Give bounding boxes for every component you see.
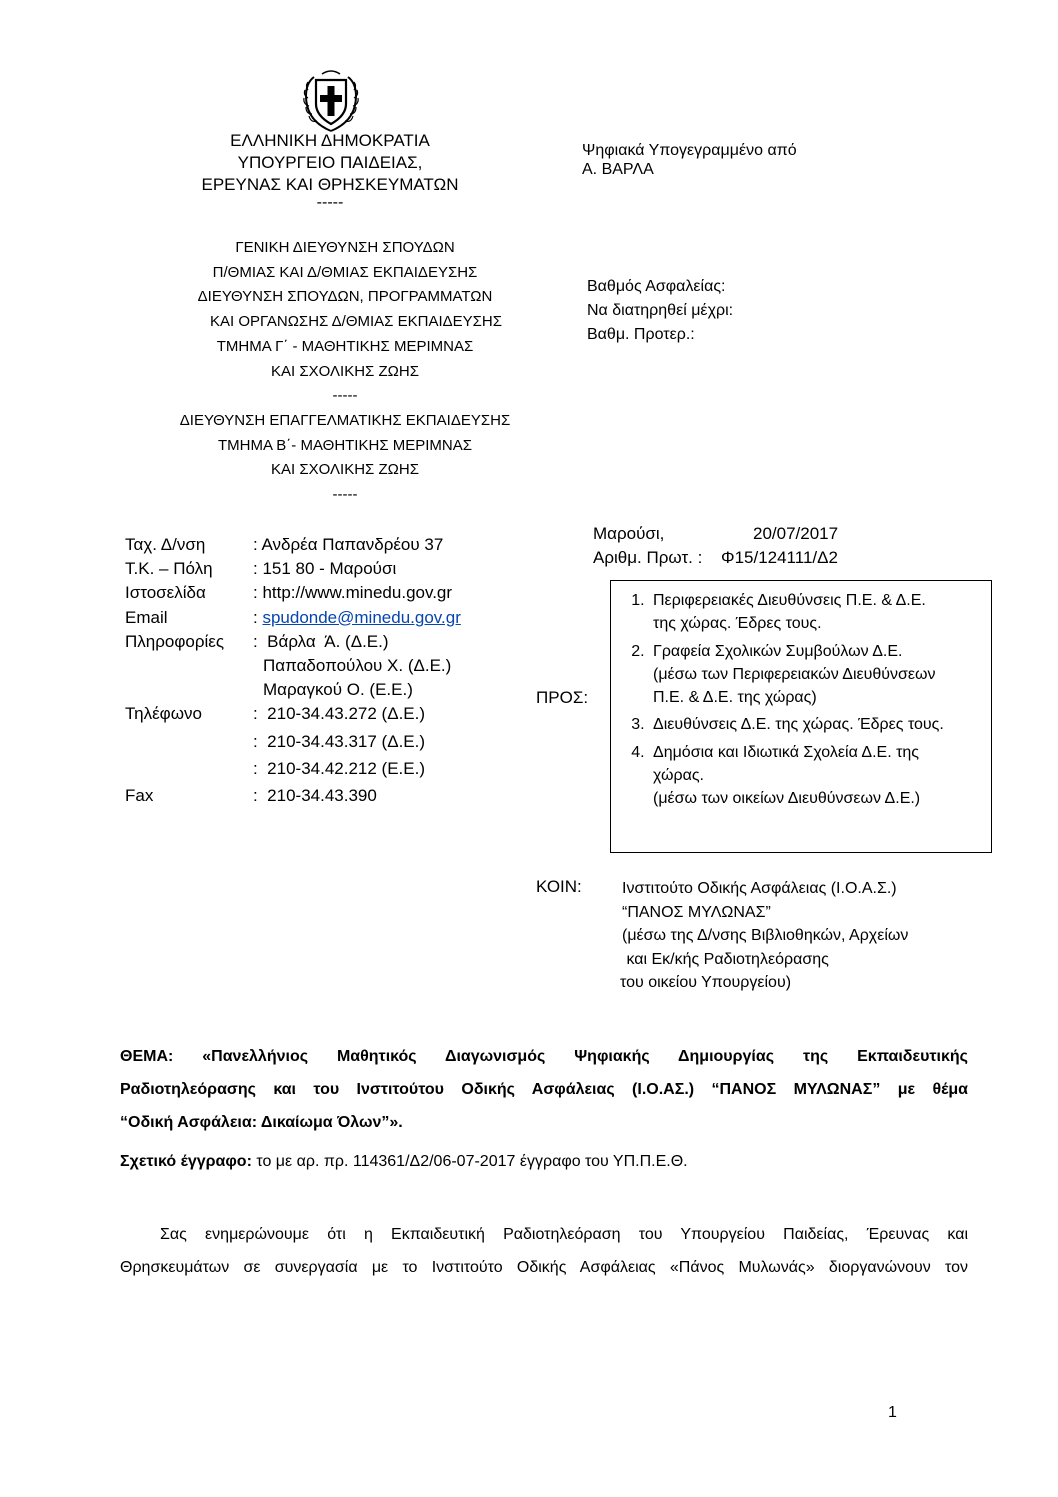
related-text: το με αρ. πρ. 114361/Δ2/06-07-2017 έγγραφο του ΥΠ.Π.Ε.Θ.: [251, 1153, 688, 1170]
header-line-1: ΕΛΛΗΝΙΚΗ ΔΗΜΟΚΡΑΤΙΑ: [230, 131, 430, 150]
recipient-item: [649, 640, 991, 710]
department-line: ΚΑΙ ΣΧΟΛΙΚΗΣ ΖΩΗΣ: [271, 362, 419, 380]
website-value: : http://www.minedu.gov.gr: [253, 583, 453, 603]
subject-block: [120, 1040, 968, 1139]
cc-block: [622, 877, 908, 995]
cc-line: Ινστιτούτο Οδικής Ασφάλειας (Ι.Ο.Α.Σ.): [622, 880, 897, 897]
departments-block: [150, 236, 540, 508]
zip-label: Τ.Κ. – Πόλη: [125, 559, 213, 579]
info-label: Πληροφορίες: [125, 631, 225, 651]
related-label: Σχετικό έγγραφο:: [120, 1153, 252, 1170]
phone-value-1: : 210-34.43.272 (Δ.Ε.): [253, 704, 426, 724]
fax-label: Fax: [125, 786, 154, 806]
recipient-line: (μέσω των οικείων Διευθύνσεων Δ.Ε.): [653, 790, 921, 808]
recipient-line: 4. Δημόσια και Ιδιωτικά Σχολεία Δ.Ε. της: [653, 743, 920, 761]
recipients-label: ΠΡΟΣ:: [536, 688, 589, 707]
date-protocol-block: [593, 522, 838, 570]
department-line: ΔΙΕΥΘΥΝΣΗ ΣΠΟΥΔΩΝ, ΠΡΟΓΡΑΜΜΑΤΩΝ: [197, 288, 493, 306]
cc-line: “ΠΑΝΟΣ ΜΥΛΩΝΑΣ”: [622, 903, 771, 921]
page-number: 1: [888, 1404, 897, 1421]
email-label: Email: [125, 607, 168, 627]
department-line: ΤΜΗΜΑ Γ΄ - ΜΑΘΗΤΙΚΗΣ ΜΕΡΙΜΝΑΣ: [216, 337, 474, 355]
address-value: : Ανδρέα Παπανδρέου 37: [253, 535, 444, 554]
department-line: ΤΜΗΜΑ Β΄- ΜΑΘΗΤΙΚΗΣ ΜΕΡΙΜΝΑΣ: [217, 436, 473, 454]
phone-value-2: : 210-34.43.317 (Δ.Ε.): [253, 731, 426, 751]
security-block: [587, 275, 733, 347]
recipient-item: [649, 713, 991, 736]
digital-signature-note: [582, 141, 797, 179]
recipient-line: της χώρας. Έδρες τους.: [653, 615, 822, 633]
info-value-3: Μαραγκού Ο. (Ε.Ε.): [263, 680, 413, 700]
phone-label: Τηλέφωνο: [125, 704, 202, 724]
recipient-line: Π.Ε. & Δ.Ε. της χώρας): [653, 689, 817, 707]
subject-line-2: Ραδιοτηλεόρασης και του Ινστιτούτου Οδικής Ασφάλειας (Ι.Ο.ΑΣ.) “ΠΑΝΟΣ ΜΥΛΩΝΑΣ” με θέμα: [120, 1081, 968, 1098]
contact-block: [125, 533, 461, 808]
recipient-item: [649, 589, 991, 636]
cc-line: του οικείου Υπουργείου): [620, 974, 792, 991]
signature-line-1: Ψηφιακά Υπογεγραμμένο από: [582, 142, 797, 159]
keep-until: Να διατηρηθεί μέχρι:: [587, 302, 734, 319]
department-line: -----: [332, 486, 358, 504]
address-label: Ταχ. Δ/νση: [125, 535, 206, 554]
body-line-1: Σας ενημερώνουμε ότι η Εκπαιδευτική Ραδιοτηλεόραση του Υπουργείου Παιδείας, Έρευνας και: [160, 1226, 968, 1243]
recipient-item: [649, 741, 991, 811]
place: Μαρούσι,: [593, 524, 665, 543]
zip-value: : 151 80 - Μαρούσι: [253, 559, 397, 579]
protocol-number: Φ15/124111/Δ2: [721, 548, 838, 567]
email-colon: :: [253, 607, 263, 627]
department-line: ΓΕΝΙΚΗ ΔΙΕΥΘΥΝΣΗ ΣΠΟΥΔΩΝ: [235, 239, 455, 256]
body-paragraph: [120, 1218, 968, 1284]
ministry-header: [150, 130, 510, 210]
department-line: Π/ΘΜΙΑΣ ΚΑΙ Δ/ΘΜΙΑΣ ΕΚΠΑΙΔΕΥΣΗΣ: [212, 263, 478, 281]
security-level: Βαθμός Ασφαλείας:: [587, 278, 726, 295]
recipients-box: [610, 580, 992, 853]
priority: Βαθμ. Προτερ.:: [587, 326, 695, 343]
protocol-label: Αριθμ. Πρωτ. :: [593, 548, 703, 567]
cc-label: ΚΟΙΝ:: [536, 877, 582, 896]
header-separator: -----: [316, 194, 344, 211]
recipient-line: (μέσω των Περιφερειακών Διευθύνσεων: [653, 665, 936, 683]
related-document: [120, 1152, 688, 1172]
greek-emblem-icon: [300, 68, 362, 134]
info-value-1: : Βάρλα Ά. (Δ.Ε.): [253, 631, 389, 651]
department-line: ΔΙΕΥΘΥΝΣΗ ΕΠΑΓΓΕΛΜΑΤΙΚΗΣ ΕΚΠΑΙΔΕΥΣΗΣ: [179, 411, 511, 429]
header-line-2: ΥΠΟΥΡΓΕΙΟ ΠΑΙΔΕΙΑΣ,: [237, 153, 423, 172]
department-line: ΚΑΙ ΟΡΓΑΝΩΣΗΣ Δ/ΘΜΙΑΣ ΕΚΠΑΙΔΕΥΣΗΣ: [209, 313, 503, 331]
info-value-2: Παπαδοπούλου Χ. (Δ.Ε.): [263, 656, 452, 676]
fax-value: : 210-34.43.390: [253, 786, 377, 806]
subject-line-1: ΘΕΜΑ: «Πανελλήνιος Μαθητικός Διαγωνισμός Ψηφιακής Δημιουργίας της Εκπαιδευτικής: [120, 1048, 968, 1065]
body-line-2: Θρησκευμάτων σε συνεργασία με το Ινστιτούτο Οδικής Ασφάλειας «Πάνος Μυλωνάς» διοργανώνουν τον: [120, 1259, 968, 1276]
phone-value-3: : 210-34.42.212 (Ε.Ε.): [253, 758, 425, 778]
date: 20/07/2017: [753, 524, 839, 543]
department-line: ΚΑΙ ΣΧΟΛΙΚΗΣ ΖΩΗΣ: [271, 461, 419, 479]
department-line: -----: [332, 387, 358, 405]
email-link[interactable]: spudonde@minedu.gov.gr: [262, 607, 461, 627]
website-label: Ιστοσελίδα: [125, 583, 206, 603]
recipient-line: 3. Διευθύνσεις Δ.Ε. της χώρας. Έδρες τους.: [653, 716, 944, 734]
header-line-3: ΕΡΕΥΝΑΣ ΚΑΙ ΘΡΗΣΚΕΥΜΑΤΩΝ: [201, 175, 459, 194]
cc-line: (μέσω της Δ/νσης Βιβλιοθηκών, Αρχείων: [622, 927, 909, 944]
cc-line: και Εκ/κής Ραδιοτηλεόρασης: [622, 950, 829, 968]
recipient-line: 2. Γραφεία Σχολικών Συμβούλων Δ.Ε.: [653, 642, 903, 660]
recipient-line: 1. Περιφερειακές Διευθύνσεις Π.Ε. & Δ.Ε.: [653, 592, 926, 609]
recipient-line: χώρας.: [653, 767, 704, 785]
subject-line-3: “Οδική Ασφάλεια: Δικαίωμα Όλων”».: [120, 1114, 403, 1131]
signature-line-2: Α. ΒΑΡΛΑ: [582, 161, 654, 178]
